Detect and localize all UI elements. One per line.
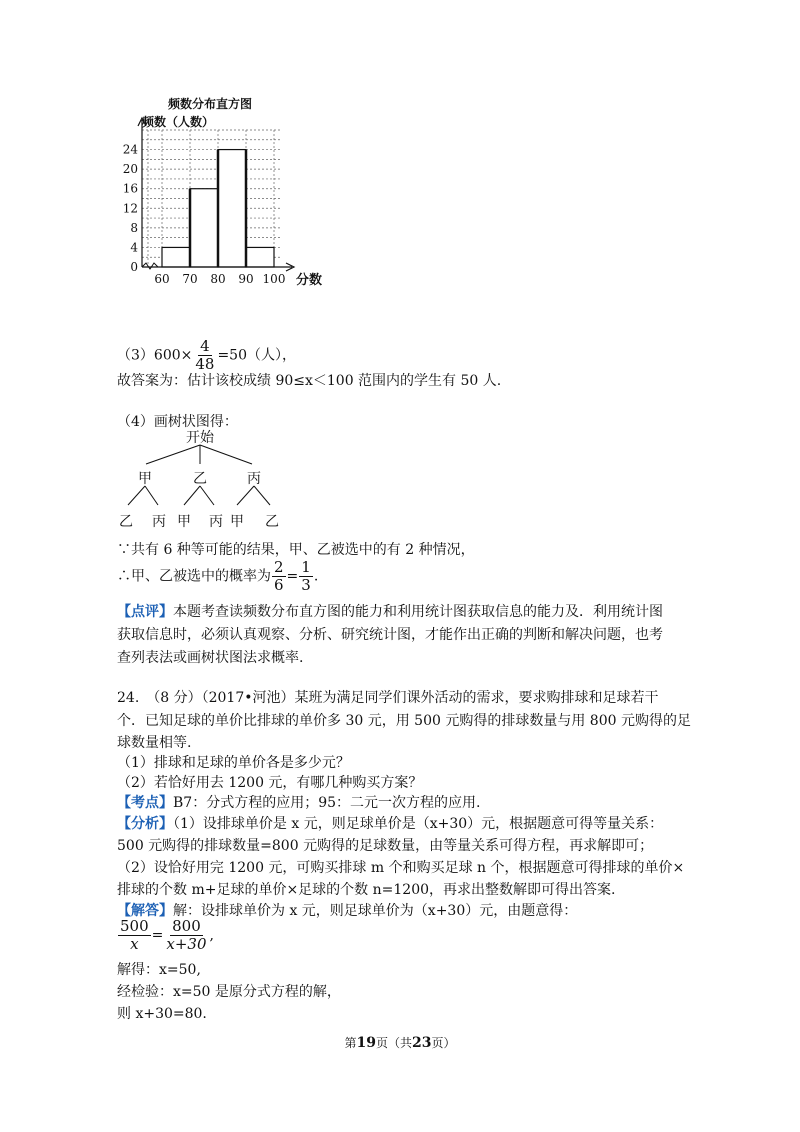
q3-line	[117, 338, 296, 373]
page-footer	[0, 1034, 800, 1051]
eq-frac2-num: 800	[172, 917, 201, 935]
q4-line2	[117, 559, 318, 594]
eq-frac1-num: 500	[120, 917, 149, 935]
footer-pre: 第	[344, 1036, 357, 1050]
histogram-bar	[190, 189, 218, 267]
histogram-svg	[110, 90, 350, 300]
histogram-chart	[110, 90, 350, 300]
q4-eq: =	[286, 568, 299, 585]
footer-page: 19	[356, 1035, 376, 1051]
y-tick-label: 4	[130, 240, 138, 255]
q24-fenxi4: 排球的个数 m+足球的单价×足球的个数 n=1200，再求出整数解即可得出答案.	[117, 882, 616, 898]
y-tick-label: 16	[122, 181, 138, 196]
q24-line2: 个．已知足球的单价比排球的单价多 30 元，用 500 元购得的排球数量与用 800 元购得的足	[117, 713, 691, 729]
histogram-bar	[162, 247, 190, 267]
kaodian-tag: 【考点】	[117, 795, 173, 811]
x-tick-label: 60	[154, 272, 170, 286]
eq-frac2-den: x+30	[166, 935, 207, 953]
tree-l2-5: 乙	[265, 514, 279, 530]
tree-diagram	[112, 428, 302, 532]
q24-solve1: 解得：x=50,	[117, 962, 201, 978]
x-tick-label: 80	[210, 272, 226, 286]
comment-line1	[117, 602, 663, 622]
q24-fenxi1	[117, 814, 663, 834]
q24-equation	[117, 918, 214, 953]
q3-frac-den: 48	[195, 355, 215, 373]
q3-frac-num: 4	[200, 337, 210, 355]
x-axis-label: 分数	[296, 273, 323, 288]
eq-frac1-den: x	[130, 935, 139, 953]
q3-fraction	[193, 338, 216, 373]
q3-prefix: （3）600×	[117, 347, 193, 364]
q24-sub1: （1）排球和足球的单价各是多少元？	[117, 755, 350, 771]
eq-frac1	[118, 918, 151, 953]
eq-frac2	[164, 918, 208, 953]
jieda-text1: 解：设排球单价为 x 元，则足球单价为（x+30）元，由题意得：	[173, 903, 578, 919]
jieda-tag: 【解答】	[117, 903, 173, 919]
y-tick-label: 8	[130, 220, 138, 235]
axis-break	[142, 263, 158, 269]
q24-solve3: 则 x+30=80.	[117, 1006, 207, 1022]
q4-line2-suffix: .	[313, 568, 319, 585]
fenxi-text1: （1）设排球单价是 x 元，则足球单价是（x+30）元，根据题意可得等量关系：	[173, 816, 664, 832]
kaodian-text: B7：分式方程的应用；95：二元一次方程的应用.	[173, 795, 481, 811]
q24-line3: 球数量相等.	[117, 735, 192, 751]
eq-end: ,	[209, 927, 214, 944]
tree-root: 开始	[186, 430, 214, 446]
q3-suffix: =50（人），	[217, 347, 296, 364]
y-tick-label: 20	[122, 162, 138, 177]
y-axis-label: 频数（人数）	[142, 115, 215, 129]
q4-frac1-den: 6	[274, 576, 284, 594]
tree-l2-4: 甲	[230, 514, 244, 530]
tree-l1-1: 乙	[193, 471, 207, 487]
q3-answer: 故答案为：估计该校成绩 90≤x＜100 范围内的学生有 50 人.	[117, 373, 502, 389]
q24-fenxi2: 500 元购得的排球数量=800 元购得的足球数量，由等量关系可得方程，再求解即可；	[117, 838, 654, 854]
x-tick-label: 90	[238, 272, 254, 286]
y-tick-label: 0	[130, 260, 138, 274]
tree-l2-1: 丙	[152, 514, 166, 530]
tree-l1-2: 丙	[247, 471, 261, 487]
tree-l2-2: 甲	[177, 514, 191, 530]
footer-mid: 页（共	[375, 1036, 412, 1050]
x-tick-label: 100	[262, 272, 286, 286]
comment-tag: 【点评】	[117, 604, 173, 620]
eq-mid: =	[151, 927, 164, 944]
footer-total: 23	[412, 1035, 432, 1051]
q4-line2-prefix: ∴甲、乙被选中的概率为	[117, 568, 271, 585]
q4-frac1	[272, 559, 286, 594]
q24-line1: 24. （8 分）（2017•河池）某班为满足同学们课外活动的需求，要求购排球和足球若干	[117, 690, 659, 706]
q4-frac1-num: 2	[274, 558, 284, 576]
q4-frac2-den: 3	[301, 576, 311, 594]
chart-title: 频数分布直方图	[167, 97, 253, 111]
tree-l2-3: 丙	[209, 514, 223, 530]
q24-fenxi3: （2）设恰好用完 1200 元，可购买排球 m 个和购买足球 n 个，根据题意可得排球的单价×	[117, 860, 685, 876]
tree-l2-0: 乙	[119, 514, 133, 530]
q4-frac2-num: 1	[301, 558, 311, 576]
q4-frac2	[299, 559, 313, 594]
x-tick-label: 70	[182, 272, 198, 286]
q4-intro: （4）画树状图得：	[117, 414, 238, 430]
comment-text1: 本题考查读频数分布直方图的能力和利用统计图获取信息的能力及．利用统计图	[173, 604, 663, 620]
q24-kaodian	[117, 793, 480, 813]
tree-svg	[112, 428, 302, 532]
footer-post: 页）	[431, 1036, 456, 1050]
tree-l1-0: 甲	[138, 471, 152, 487]
y-tick-label: 12	[122, 201, 138, 216]
histogram-bar	[246, 247, 274, 267]
q4-line1: ∵共有 6 种等可能的结果，甲、乙被选中的有 2 种情况，	[117, 542, 475, 558]
comment-line2: 获取信息时，必须认真观察、分析、研究统计图，才能作出正确的判断和解决问题，也考	[117, 627, 663, 643]
comment-line3: 查列表法或画树状图法求概率.	[117, 650, 304, 666]
histogram-bar	[218, 150, 246, 267]
fenxi-tag: 【分析】	[117, 816, 173, 832]
y-tick-label: 24	[122, 142, 138, 157]
q24-solve2: 经检验：x=50 是原分式方程的解，	[117, 984, 341, 1000]
q24-sub2: （2）若恰好用去 1200 元，有哪几种购买方案？	[117, 775, 423, 791]
